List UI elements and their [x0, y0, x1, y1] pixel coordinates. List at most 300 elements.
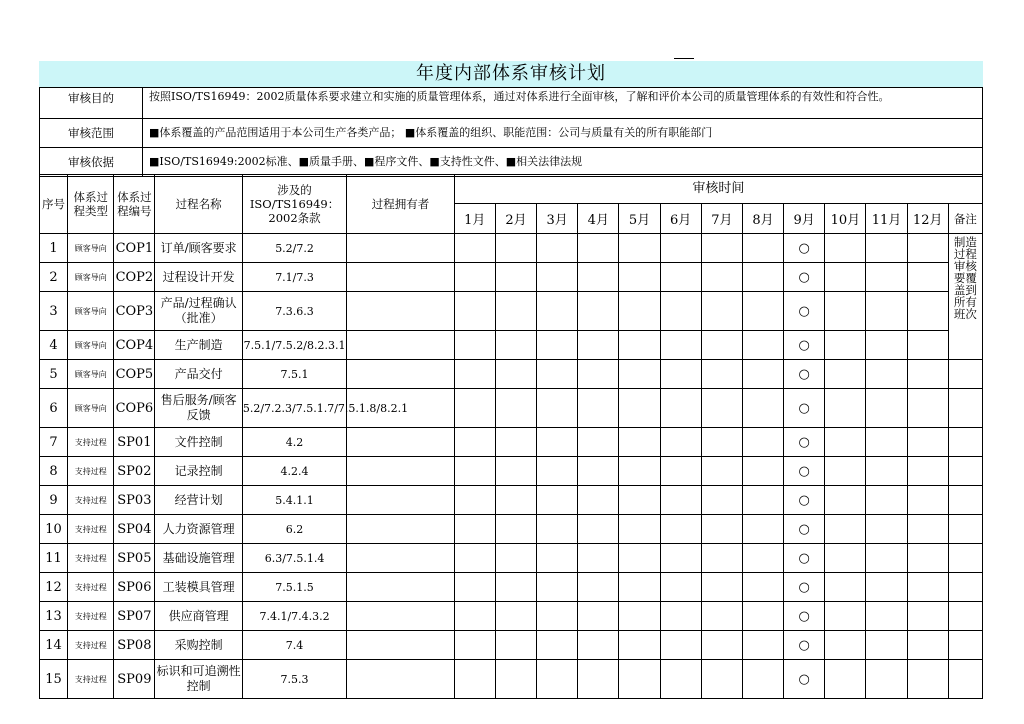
audit-info-table — [39, 87, 983, 177]
row-month-cell — [742, 602, 783, 631]
row-clauses: 7.1/7.3 — [242, 263, 346, 292]
row-month-cell — [495, 660, 536, 699]
row-process-name: 过程设计开发 — [155, 263, 242, 292]
row-seq: 15 — [40, 660, 68, 699]
row-owner — [347, 428, 454, 457]
row-seq: 11 — [40, 544, 68, 573]
row-process-code: SP07 — [114, 602, 155, 631]
row-month-cell — [619, 515, 660, 544]
row-seq: 14 — [40, 631, 68, 660]
row-process-code: SP04 — [114, 515, 155, 544]
row-month-cell — [454, 602, 495, 631]
row-month-cell — [825, 631, 866, 660]
row-process-code: SP08 — [114, 631, 155, 660]
header-month: 3月 — [537, 204, 578, 234]
table-row — [40, 428, 983, 457]
row-process-name: 人力资源管理 — [155, 515, 242, 544]
basis-text: ■ISO/TS16949:2002标准、■质量手册、■程序文件、■支持性文件、■相关法律法规 — [143, 148, 983, 177]
row-month-cell — [866, 515, 907, 544]
table-row — [40, 573, 983, 602]
row-seq: 13 — [40, 602, 68, 631]
row-clauses: 7.4.1/7.4.3.2 — [242, 602, 346, 631]
row-remark — [948, 631, 982, 660]
row-month-cell — [537, 515, 578, 544]
row-owner — [347, 515, 454, 544]
row-month-cell — [742, 428, 783, 457]
row-month-cell — [701, 263, 742, 292]
row-month-cell — [866, 544, 907, 573]
row-month-cell — [495, 544, 536, 573]
row-month-cell — [578, 428, 619, 457]
row-process-name: 工装模具管理 — [155, 573, 242, 602]
row-month-cell — [578, 486, 619, 515]
row-month-cell — [578, 573, 619, 602]
row-month-cell — [825, 263, 866, 292]
row-month-cell — [495, 573, 536, 602]
row-month-cell — [578, 263, 619, 292]
row-process-name: 记录控制 — [155, 457, 242, 486]
row-process-type: 支持过程 — [68, 457, 114, 486]
row-month-cell — [907, 515, 948, 544]
row-month-cell — [825, 544, 866, 573]
row-month-cell — [701, 631, 742, 660]
row-process-code: SP01 — [114, 428, 155, 457]
row-seq: 1 — [40, 234, 68, 263]
header-seq: 序号 — [40, 175, 68, 234]
row-process-code: SP05 — [114, 544, 155, 573]
row-month-cell — [742, 486, 783, 515]
row-remark — [948, 428, 982, 457]
row-clauses: 5.2/7.2.3/7.5.1.7/7.5.1.8/8.2.1 — [242, 389, 346, 428]
row-month-cell — [701, 389, 742, 428]
row-month-cell — [907, 263, 948, 292]
row-month-cell — [578, 234, 619, 263]
row-process-type: 支持过程 — [68, 631, 114, 660]
row-month-cell — [537, 631, 578, 660]
row-owner — [347, 544, 454, 573]
scope-row — [40, 119, 983, 148]
row-seq: 2 — [40, 263, 68, 292]
row-month-cell — [495, 602, 536, 631]
row-process-type: 顾客导向 — [68, 360, 114, 389]
row-month-cell — [619, 486, 660, 515]
row-month-cell — [660, 292, 701, 331]
row-month-cell — [578, 457, 619, 486]
row-month-cell — [537, 292, 578, 331]
row-process-code: COP5 — [114, 360, 155, 389]
row-month-cell — [454, 457, 495, 486]
row-month-cell — [660, 602, 701, 631]
row-month-cell — [660, 573, 701, 602]
table-row — [40, 660, 983, 699]
row-month-cell — [454, 573, 495, 602]
audit-mark: ○ — [784, 486, 825, 515]
row-clauses: 7.3.6.3 — [242, 292, 346, 331]
row-process-code: COP3 — [114, 292, 155, 331]
row-owner — [347, 602, 454, 631]
row-process-type: 顾客导向 — [68, 331, 114, 360]
row-month-cell — [454, 428, 495, 457]
row-month-cell — [701, 331, 742, 360]
audit-mark: ○ — [784, 573, 825, 602]
page-title: 年度内部体系审核计划 — [39, 61, 983, 87]
row-owner — [347, 360, 454, 389]
row-month-cell — [495, 331, 536, 360]
row-clauses: 6.2 — [242, 515, 346, 544]
audit-mark: ○ — [784, 360, 825, 389]
row-month-cell — [866, 486, 907, 515]
header-month: 11月 — [866, 204, 907, 234]
audit-mark: ○ — [784, 660, 825, 699]
row-month-cell — [454, 631, 495, 660]
row-remark — [948, 573, 982, 602]
row-month-cell — [537, 660, 578, 699]
row-month-cell — [866, 573, 907, 602]
table-row — [40, 544, 983, 573]
row-month-cell — [495, 428, 536, 457]
row-month-cell — [866, 234, 907, 263]
row-process-type: 顾客导向 — [68, 292, 114, 331]
row-month-cell — [578, 389, 619, 428]
row-month-cell — [495, 631, 536, 660]
row-month-cell — [825, 486, 866, 515]
row-month-cell — [825, 573, 866, 602]
row-month-cell — [701, 602, 742, 631]
row-month-cell — [537, 602, 578, 631]
table-row — [40, 360, 983, 389]
row-month-cell — [907, 486, 948, 515]
row-month-cell — [701, 486, 742, 515]
audit-mark: ○ — [784, 389, 825, 428]
row-process-name: 供应商管理 — [155, 602, 242, 631]
row-month-cell — [660, 457, 701, 486]
row-seq: 8 — [40, 457, 68, 486]
row-month-cell — [866, 331, 907, 360]
row-month-cell — [619, 428, 660, 457]
row-month-cell — [701, 457, 742, 486]
audit-mark: ○ — [784, 234, 825, 263]
row-process-type: 支持过程 — [68, 660, 114, 699]
row-process-name: 产品交付 — [155, 360, 242, 389]
table-row — [40, 631, 983, 660]
purpose-text: 按照ISO/TS16949：2002质量体系要求建立和实施的质量管理体系，通过对体系进行全面审核，了解和评价本公司的质量管理体系的有效性和符合性。 — [143, 88, 983, 119]
table-row — [40, 389, 983, 428]
row-seq: 9 — [40, 486, 68, 515]
row-month-cell — [907, 631, 948, 660]
row-month-cell — [660, 331, 701, 360]
row-month-cell — [825, 515, 866, 544]
row-month-cell — [742, 515, 783, 544]
row-process-name: 经营计划 — [155, 486, 242, 515]
header-month: 6月 — [660, 204, 701, 234]
row-month-cell — [825, 360, 866, 389]
header-month: 8月 — [742, 204, 783, 234]
row-month-cell — [825, 331, 866, 360]
row-month-cell — [454, 263, 495, 292]
row-remark — [948, 602, 982, 631]
row-month-cell — [866, 263, 907, 292]
row-month-cell — [578, 544, 619, 573]
row-month-cell — [866, 631, 907, 660]
header-month: 12月 — [907, 204, 948, 234]
row-month-cell — [742, 457, 783, 486]
row-month-cell — [825, 234, 866, 263]
header-process-type: 体系过程类型 — [68, 175, 114, 234]
row-month-cell — [537, 457, 578, 486]
row-month-cell — [619, 292, 660, 331]
row-month-cell — [619, 631, 660, 660]
table-row — [40, 457, 983, 486]
row-month-cell — [742, 360, 783, 389]
row-process-name: 文件控制 — [155, 428, 242, 457]
row-month-cell — [866, 602, 907, 631]
row-month-cell — [866, 428, 907, 457]
audit-mark: ○ — [784, 631, 825, 660]
row-clauses: 7.5.1/7.5.2/8.2.3.1 — [242, 331, 346, 360]
row-owner — [347, 234, 454, 263]
row-process-name: 订单/顾客要求 — [155, 234, 242, 263]
row-month-cell — [495, 486, 536, 515]
row-month-cell — [866, 292, 907, 331]
row-process-type: 支持过程 — [68, 544, 114, 573]
row-month-cell — [701, 515, 742, 544]
row-month-cell — [537, 428, 578, 457]
row-month-cell — [660, 263, 701, 292]
row-process-type: 支持过程 — [68, 486, 114, 515]
row-owner — [347, 292, 454, 331]
row-month-cell — [537, 544, 578, 573]
table-row — [40, 602, 983, 631]
row-month-cell — [537, 360, 578, 389]
row-process-type: 支持过程 — [68, 515, 114, 544]
row-month-cell — [578, 331, 619, 360]
row-month-cell — [537, 486, 578, 515]
header-owner: 过程拥有者 — [347, 175, 454, 234]
row-month-cell — [495, 292, 536, 331]
row-month-cell — [454, 389, 495, 428]
row-month-cell — [454, 234, 495, 263]
audit-mark: ○ — [784, 544, 825, 573]
audit-mark: ○ — [784, 457, 825, 486]
row-clauses: 5.2/7.2 — [242, 234, 346, 263]
row-month-cell — [454, 660, 495, 699]
audit-mark: ○ — [784, 515, 825, 544]
row-month-cell — [701, 428, 742, 457]
table-row — [40, 292, 983, 331]
row-process-code: SP02 — [114, 457, 155, 486]
row-month-cell — [578, 515, 619, 544]
row-month-cell — [619, 660, 660, 699]
row-month-cell — [742, 389, 783, 428]
row-month-cell — [578, 631, 619, 660]
header-month: 2月 — [495, 204, 536, 234]
remark-note: 制造过程审核要覆盖到所有班次 — [948, 234, 982, 360]
row-month-cell — [907, 360, 948, 389]
row-month-cell — [660, 660, 701, 699]
row-month-cell — [825, 389, 866, 428]
table-row — [40, 263, 983, 292]
row-month-cell — [660, 631, 701, 660]
row-month-cell — [660, 234, 701, 263]
row-owner — [347, 631, 454, 660]
row-month-cell — [742, 573, 783, 602]
row-clauses: 7.5.3 — [242, 660, 346, 699]
row-clauses: 7.5.1 — [242, 360, 346, 389]
row-month-cell — [454, 331, 495, 360]
row-month-cell — [907, 544, 948, 573]
row-clauses: 4.2 — [242, 428, 346, 457]
row-month-cell — [907, 573, 948, 602]
row-month-cell — [578, 292, 619, 331]
header-month: 9月 — [784, 204, 825, 234]
row-month-cell — [619, 331, 660, 360]
row-month-cell — [660, 428, 701, 457]
row-process-code: COP4 — [114, 331, 155, 360]
row-process-name: 采购控制 — [155, 631, 242, 660]
row-month-cell — [701, 573, 742, 602]
row-process-type: 支持过程 — [68, 573, 114, 602]
row-clauses: 4.2.4 — [242, 457, 346, 486]
row-month-cell — [907, 292, 948, 331]
row-process-name: 产品/过程确认（批准） — [155, 292, 242, 331]
header-month: 5月 — [619, 204, 660, 234]
row-month-cell — [660, 360, 701, 389]
row-seq: 10 — [40, 515, 68, 544]
row-month-cell — [619, 360, 660, 389]
row-month-cell — [866, 660, 907, 699]
row-month-cell — [619, 234, 660, 263]
row-month-cell — [825, 457, 866, 486]
row-month-cell — [495, 457, 536, 486]
row-month-cell — [660, 389, 701, 428]
row-month-cell — [701, 234, 742, 263]
row-month-cell — [578, 360, 619, 389]
audit-mark: ○ — [784, 602, 825, 631]
header-month: 10月 — [825, 204, 866, 234]
row-month-cell — [495, 360, 536, 389]
row-month-cell — [907, 234, 948, 263]
row-process-code: SP06 — [114, 573, 155, 602]
header-month: 4月 — [578, 204, 619, 234]
row-process-type: 顾客导向 — [68, 263, 114, 292]
row-process-code: COP6 — [114, 389, 155, 428]
row-process-code: SP09 — [114, 660, 155, 699]
row-month-cell — [907, 389, 948, 428]
row-month-cell — [907, 457, 948, 486]
top-dash-mark — [674, 58, 694, 59]
row-month-cell — [454, 292, 495, 331]
row-process-code: SP03 — [114, 486, 155, 515]
basis-label: 审核依据 — [40, 148, 143, 177]
row-month-cell — [907, 602, 948, 631]
row-month-cell — [495, 389, 536, 428]
row-seq: 6 — [40, 389, 68, 428]
row-clauses: 6.3/7.5.1.4 — [242, 544, 346, 573]
basis-row — [40, 148, 983, 177]
row-month-cell — [537, 331, 578, 360]
row-month-cell — [866, 360, 907, 389]
row-month-cell — [619, 602, 660, 631]
row-month-cell — [619, 573, 660, 602]
row-month-cell — [660, 544, 701, 573]
row-month-cell — [742, 292, 783, 331]
audit-schedule-table — [39, 174, 983, 699]
row-month-cell — [742, 631, 783, 660]
header-process-code: 体系过程编号 — [114, 175, 155, 234]
header-month: 7月 — [701, 204, 742, 234]
row-process-code: COP2 — [114, 263, 155, 292]
row-month-cell — [619, 389, 660, 428]
row-month-cell — [701, 360, 742, 389]
row-month-cell — [742, 263, 783, 292]
row-month-cell — [537, 234, 578, 263]
row-month-cell — [495, 234, 536, 263]
header-month: 1月 — [454, 204, 495, 234]
row-month-cell — [454, 486, 495, 515]
row-month-cell — [454, 515, 495, 544]
row-remark — [948, 515, 982, 544]
row-process-code: COP1 — [114, 234, 155, 263]
row-month-cell — [578, 660, 619, 699]
row-month-cell — [454, 360, 495, 389]
row-process-type: 支持过程 — [68, 602, 114, 631]
header-process-name: 过程名称 — [155, 175, 242, 234]
row-remark — [948, 457, 982, 486]
row-month-cell — [825, 428, 866, 457]
row-seq: 3 — [40, 292, 68, 331]
row-month-cell — [495, 515, 536, 544]
row-month-cell — [619, 263, 660, 292]
header-remark: 备注 — [948, 204, 982, 234]
row-seq: 12 — [40, 573, 68, 602]
audit-mark: ○ — [784, 428, 825, 457]
row-month-cell — [454, 544, 495, 573]
row-owner — [347, 457, 454, 486]
row-owner — [347, 486, 454, 515]
purpose-label: 审核目的 — [40, 88, 143, 119]
purpose-row — [40, 88, 983, 119]
row-process-name: 基础设施管理 — [155, 544, 242, 573]
row-month-cell — [701, 292, 742, 331]
row-month-cell — [907, 428, 948, 457]
table-row — [40, 331, 983, 360]
row-seq: 7 — [40, 428, 68, 457]
header-audit-time: 审核时间 — [454, 175, 982, 204]
row-month-cell — [660, 515, 701, 544]
row-month-cell — [866, 389, 907, 428]
row-owner — [347, 331, 454, 360]
row-remark — [948, 660, 982, 699]
row-owner — [347, 263, 454, 292]
row-month-cell — [619, 544, 660, 573]
row-month-cell — [742, 234, 783, 263]
row-clauses: 7.4 — [242, 631, 346, 660]
row-remark — [948, 360, 982, 389]
row-process-type: 顾客导向 — [68, 234, 114, 263]
row-process-type: 顾客导向 — [68, 389, 114, 428]
audit-mark: ○ — [784, 331, 825, 360]
row-owner — [347, 573, 454, 602]
row-seq: 5 — [40, 360, 68, 389]
table-row — [40, 515, 983, 544]
row-month-cell — [701, 660, 742, 699]
row-month-cell — [701, 544, 742, 573]
row-remark — [948, 544, 982, 573]
row-month-cell — [619, 457, 660, 486]
table-row — [40, 486, 983, 515]
row-process-type: 支持过程 — [68, 428, 114, 457]
row-clauses: 7.5.1.5 — [242, 573, 346, 602]
